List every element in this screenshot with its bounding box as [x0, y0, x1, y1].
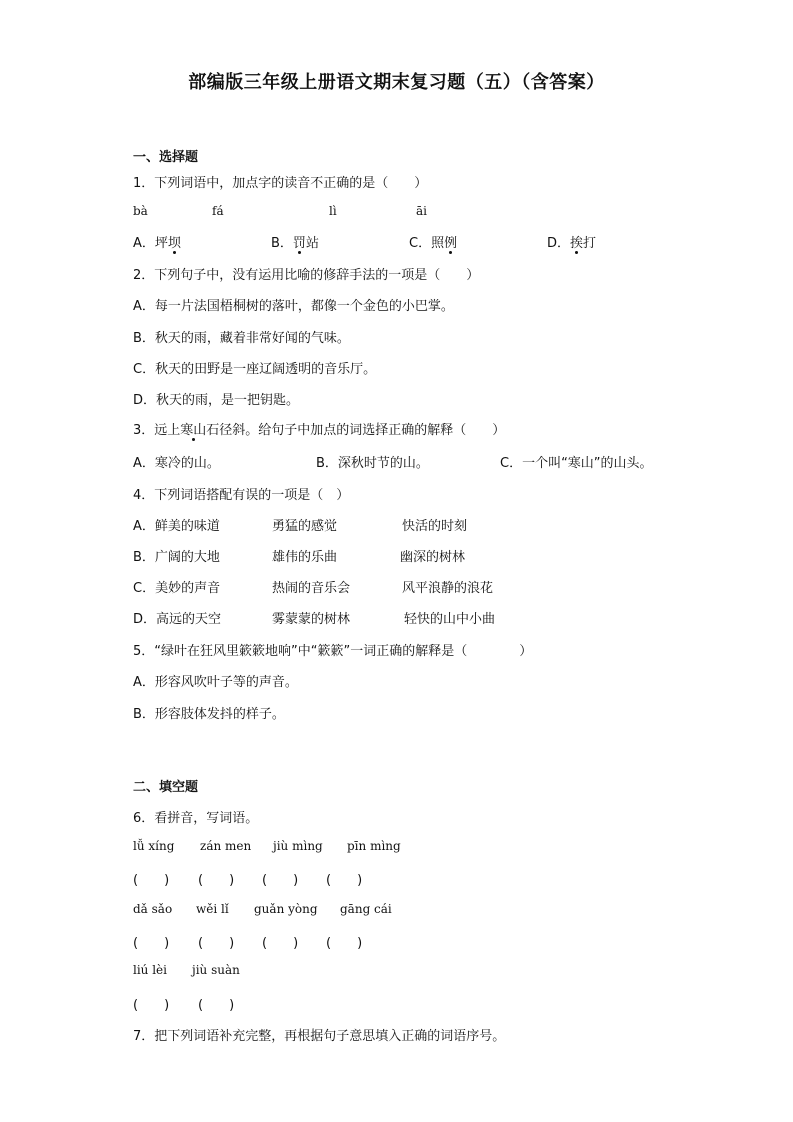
q3-option-a: A．寒冷的山。: [133, 456, 220, 471]
pinyin-d: āi: [416, 204, 427, 218]
dotted-word: 寒山: [180, 419, 206, 438]
dotted-char: 罚: [293, 232, 306, 251]
dotted-char: 坝: [168, 232, 181, 251]
q2-option-a: A．每一片法国梧桐树的落叶，都像一个金色的小巴掌。: [133, 299, 454, 314]
q1-option-b: B．罚站: [271, 232, 319, 251]
question-3-stem: 3．远上寒山石径斜。给句子中加点的词选择正确的解释（ ）: [133, 419, 505, 438]
question-7-stem: 7．把下列词语补充完整，再根据句子意思填入正确的词语序号。: [133, 1029, 506, 1044]
q1-option-d: D．挨打: [547, 232, 596, 251]
q2-option-c: C．秋天的田野是一座辽阔透明的音乐厅。: [133, 362, 377, 377]
page-title: 部编版三年级上册语文期末复习题（五）（含答案）: [188, 72, 605, 93]
section-choice-heading: 一、选择题: [133, 150, 199, 165]
question-4-stem: 4．下列词语搭配有误的一项是（ ）: [133, 488, 350, 503]
q5-option-a: A．形容风吹叶子等的声音。: [133, 675, 298, 690]
pinyin-b: fá: [212, 204, 224, 218]
question-5-stem: 5．“绿叶在狂风里簌簌地响”中“簌簌”一词正确的解释是（ ）: [133, 644, 533, 659]
q5-option-b: B．形容肢体发抖的样子。: [133, 707, 285, 722]
question-1-stem: 1．下列词语中，加点字的读音不正确的是（ ）: [133, 176, 428, 191]
q3-option-b: B．深秋时节的山。: [316, 456, 429, 471]
q3-option-c: C．一个叫“寒山”的山头。: [500, 456, 653, 471]
pinyin-a: bà: [133, 204, 148, 218]
dotted-char: 挨: [570, 232, 583, 251]
section-fill-heading: 二、填空题: [133, 780, 199, 795]
dotted-char: 例: [444, 232, 457, 251]
pinyin-c: lì: [329, 204, 337, 218]
q1-option-c: C．照例: [409, 232, 457, 251]
q1-option-a: A．坪坝: [133, 232, 181, 251]
q2-option-d: D．秋天的雨，是一把钥匙。: [133, 393, 300, 408]
q2-option-b: B．秋天的雨，藏着非常好闻的气味。: [133, 331, 350, 346]
question-2-stem: 2．下列句子中，没有运用比喻的修辞手法的一项是（ ）: [133, 268, 480, 283]
question-6-stem: 6．看拼音，写词语。: [133, 811, 259, 826]
